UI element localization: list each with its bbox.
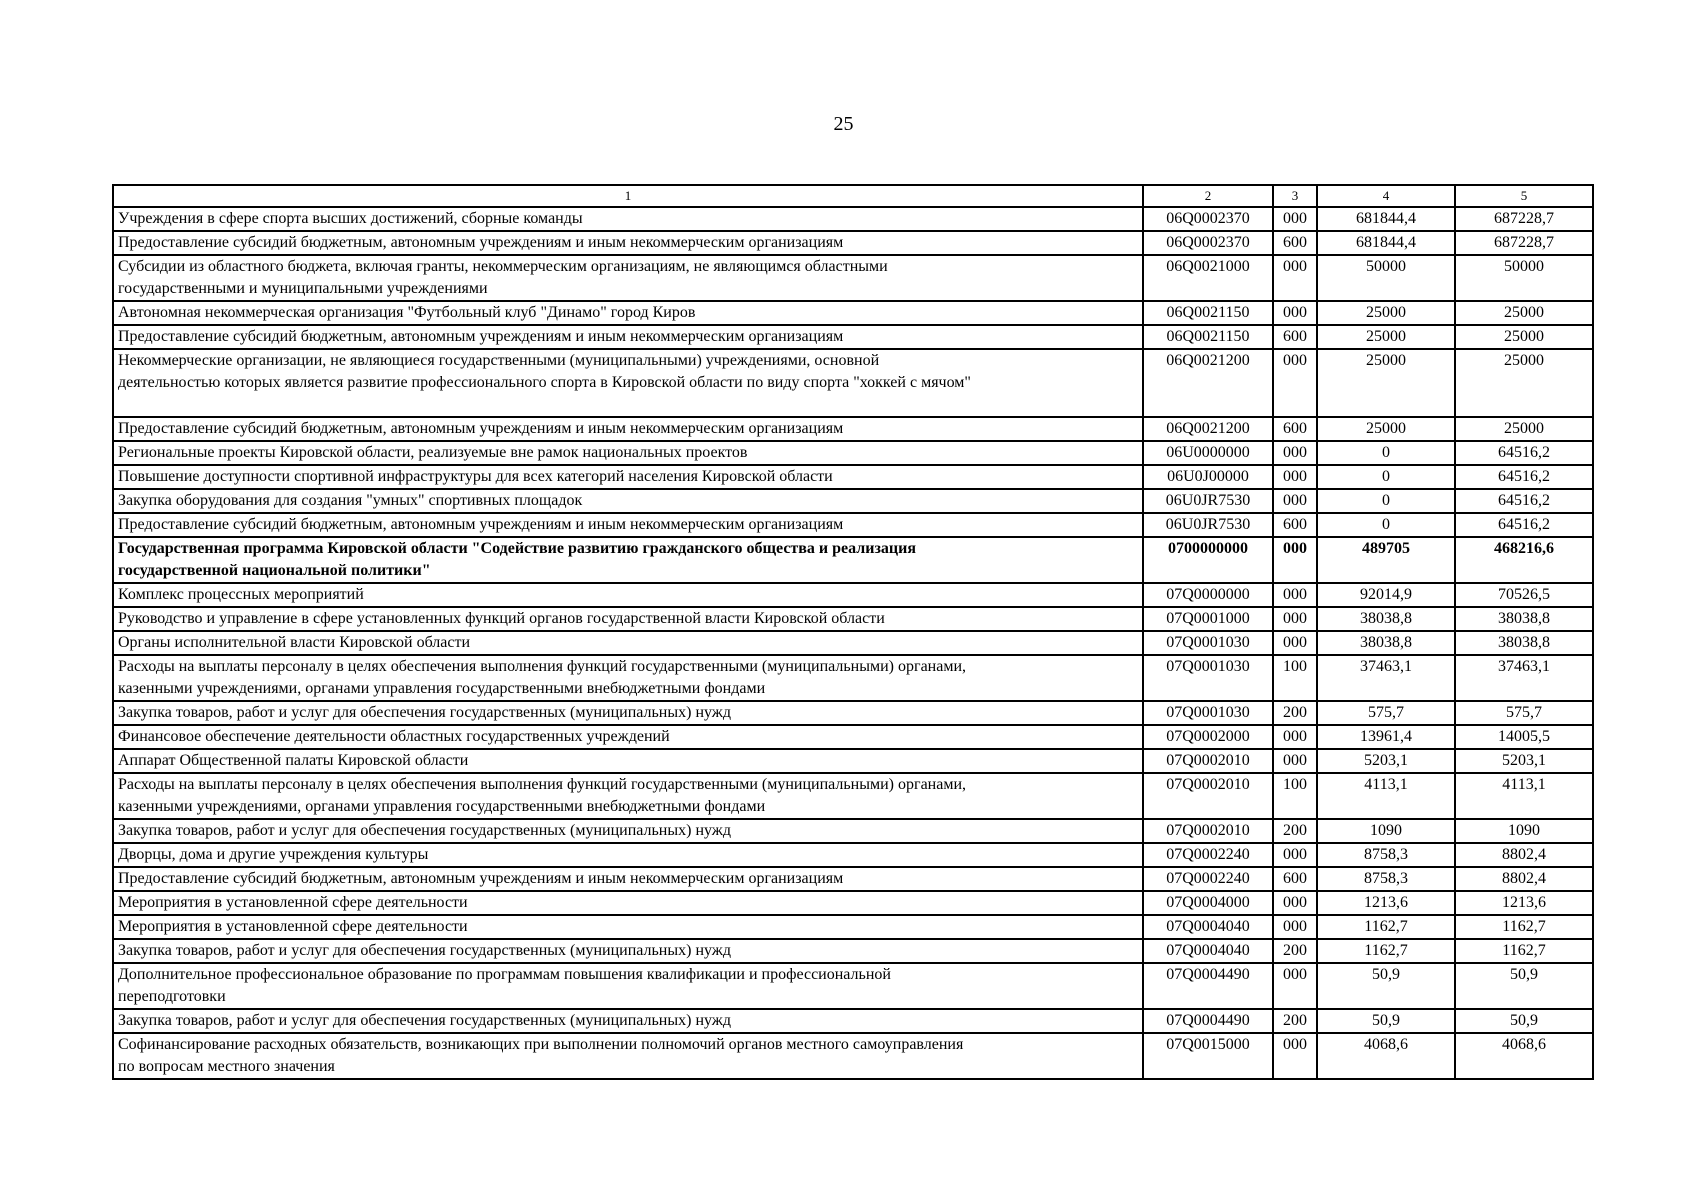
row-value-2025-cell: 50,9 — [1455, 963, 1593, 1009]
row-code-cell: 07Q0000000 — [1143, 583, 1273, 607]
row-name-cell: Органы исполнительной власти Кировской области — [113, 631, 1143, 655]
row-value-2024-cell: 92014,9 — [1317, 583, 1455, 607]
page-number: 25 — [833, 113, 854, 135]
table-row — [113, 963, 1593, 1009]
row-name-cell: Расходы на выплаты персоналу в целях обеспечения выполнения функций государственными (муниципальными) органами, казенными учреждениями, органами управления государственными внебюджетными фондами — [113, 655, 1143, 701]
row-value-2024-cell: 50,9 — [1317, 1009, 1455, 1033]
row-value-2024-cell: 0 — [1317, 513, 1455, 537]
row-value-2024-cell: 8758,3 — [1317, 867, 1455, 891]
row-value-2024-cell: 50,9 — [1317, 963, 1455, 1009]
row-code-cell: 07Q0001030 — [1143, 655, 1273, 701]
row-name-cell: Мероприятия в установленной сфере деятельности — [113, 915, 1143, 939]
row-value-2024-cell: 8758,3 — [1317, 843, 1455, 867]
row-code-cell: 07Q0002010 — [1143, 819, 1273, 843]
row-value-2025-cell: 1162,7 — [1455, 915, 1593, 939]
row-value-2024-cell: 25000 — [1317, 349, 1455, 417]
row-value-2024-cell: 37463,1 — [1317, 655, 1455, 701]
row-name-cell: Дополнительное профессиональное образование по программам повышения квалификации и профессиональной переподготовки — [113, 963, 1143, 1009]
row-value-2025-cell: 64516,2 — [1455, 513, 1593, 537]
row-code-cell: 06Q0021000 — [1143, 255, 1273, 301]
table-row — [113, 325, 1593, 349]
row-code-cell: 07Q0001030 — [1143, 631, 1273, 655]
row-code-cell: 07Q0001030 — [1143, 701, 1273, 725]
row-name-cell: Предоставление субсидий бюджетным, автономным учреждениям и иным некоммерческим организациям — [113, 867, 1143, 891]
row-name-cell: Субсидии из областного бюджета, включая гранты, некоммерческим организациям, не являющимся областными государственными и муниципальными учреждениями — [113, 255, 1143, 301]
table-row — [113, 231, 1593, 255]
row-code-cell: 07Q0004000 — [1143, 891, 1273, 915]
row-name-cell: Предоставление субсидий бюджетным, автономным учреждениям и иным некоммерческим организациям — [113, 325, 1143, 349]
row-code-cell: 07Q0002010 — [1143, 773, 1273, 819]
row-type-cell: 600 — [1273, 325, 1317, 349]
row-name-cell: Закупка оборудования для создания "умных" спортивных площадок — [113, 489, 1143, 513]
table-row — [113, 513, 1593, 537]
header-col-4: 4 — [1317, 185, 1455, 207]
row-value-2025-cell: 25000 — [1455, 349, 1593, 417]
row-type-cell: 600 — [1273, 417, 1317, 441]
row-name-cell: Автономная некоммерческая организация "Футбольный клуб "Динамо" город Киров — [113, 301, 1143, 325]
row-value-2024-cell: 4068,6 — [1317, 1033, 1455, 1079]
table-row — [113, 537, 1593, 583]
row-type-cell: 200 — [1273, 1009, 1317, 1033]
row-value-2025-cell: 25000 — [1455, 417, 1593, 441]
row-code-cell: 06U0000000 — [1143, 441, 1273, 465]
row-value-2025-cell: 14005,5 — [1455, 725, 1593, 749]
row-type-cell: 000 — [1273, 631, 1317, 655]
row-type-cell: 000 — [1273, 607, 1317, 631]
row-name-cell: Закупка товаров, работ и услуг для обеспечения государственных (муниципальных) нужд — [113, 819, 1143, 843]
row-name-cell: Финансовое обеспечение деятельности областных государственных учреждений — [113, 725, 1143, 749]
row-name-cell: Предоставление субсидий бюджетным, автономным учреждениям и иным некоммерческим организациям — [113, 513, 1143, 537]
row-type-cell: 000 — [1273, 301, 1317, 325]
row-value-2024-cell: 5203,1 — [1317, 749, 1455, 773]
row-code-cell: 07Q0004040 — [1143, 939, 1273, 963]
row-value-2025-cell: 64516,2 — [1455, 489, 1593, 513]
row-code-cell: 06Q0021150 — [1143, 301, 1273, 325]
row-value-2024-cell: 0 — [1317, 489, 1455, 513]
table-row — [113, 441, 1593, 465]
table-row — [113, 465, 1593, 489]
table-row — [113, 843, 1593, 867]
row-code-cell: 07Q0004040 — [1143, 915, 1273, 939]
row-type-cell: 000 — [1273, 489, 1317, 513]
row-type-cell: 200 — [1273, 819, 1317, 843]
row-value-2024-cell: 0 — [1317, 465, 1455, 489]
row-type-cell: 100 — [1273, 655, 1317, 701]
row-value-2025-cell: 50,9 — [1455, 1009, 1593, 1033]
row-type-cell: 000 — [1273, 749, 1317, 773]
table-row — [113, 939, 1593, 963]
row-type-cell: 000 — [1273, 583, 1317, 607]
row-value-2025-cell: 70526,5 — [1455, 583, 1593, 607]
row-value-2025-cell: 575,7 — [1455, 701, 1593, 725]
budget-table-body — [113, 185, 1593, 1079]
row-code-cell: 07Q0002000 — [1143, 725, 1273, 749]
table-row — [113, 655, 1593, 701]
row-type-cell: 000 — [1273, 349, 1317, 417]
row-type-cell: 000 — [1273, 915, 1317, 939]
table-row — [113, 1033, 1593, 1079]
row-value-2024-cell: 681844,4 — [1317, 231, 1455, 255]
row-value-2025-cell: 1162,7 — [1455, 939, 1593, 963]
row-code-cell: 06Q0002370 — [1143, 207, 1273, 231]
row-type-cell: 000 — [1273, 537, 1317, 583]
row-code-cell: 07Q0001000 — [1143, 607, 1273, 631]
row-code-cell: 07Q0004490 — [1143, 1009, 1273, 1033]
row-code-cell: 06U0JR7530 — [1143, 489, 1273, 513]
row-code-cell: 06Q0021150 — [1143, 325, 1273, 349]
row-type-cell: 000 — [1273, 843, 1317, 867]
row-code-cell: 07Q0004490 — [1143, 963, 1273, 1009]
row-type-cell: 000 — [1273, 963, 1317, 1009]
header-col-2: 2 — [1143, 185, 1273, 207]
row-value-2025-cell: 8802,4 — [1455, 867, 1593, 891]
row-value-2024-cell: 681844,4 — [1317, 207, 1455, 231]
row-code-cell: 07Q0002240 — [1143, 867, 1273, 891]
row-type-cell: 000 — [1273, 465, 1317, 489]
row-value-2025-cell: 1213,6 — [1455, 891, 1593, 915]
row-name-cell: Софинансирование расходных обязательств, возникающих при выполнении полномочий органов местного самоуправления по вопросам местного значения — [113, 1033, 1143, 1079]
row-value-2025-cell: 25000 — [1455, 301, 1593, 325]
row-value-2025-cell: 50000 — [1455, 255, 1593, 301]
table-row — [113, 207, 1593, 231]
table-row — [113, 915, 1593, 939]
row-value-2025-cell: 687228,7 — [1455, 207, 1593, 231]
row-name-cell: Комплекс процессных мероприятий — [113, 583, 1143, 607]
row-code-cell: 06Q0021200 — [1143, 417, 1273, 441]
table-row — [113, 725, 1593, 749]
row-type-cell: 000 — [1273, 891, 1317, 915]
table-row — [113, 417, 1593, 441]
row-code-cell: 0700000000 — [1143, 537, 1273, 583]
row-name-cell: Учреждения в сфере спорта высших достижений, сборные команды — [113, 207, 1143, 231]
row-name-cell: Повышение доступности спортивной инфраструктуры для всех категорий населения Кировской области — [113, 465, 1143, 489]
row-value-2024-cell: 50000 — [1317, 255, 1455, 301]
row-value-2024-cell: 1213,6 — [1317, 891, 1455, 915]
table-row — [113, 819, 1593, 843]
row-value-2024-cell: 0 — [1317, 441, 1455, 465]
row-name-cell: Закупка товаров, работ и услуг для обеспечения государственных (муниципальных) нужд — [113, 701, 1143, 725]
row-value-2025-cell: 64516,2 — [1455, 465, 1593, 489]
row-type-cell: 600 — [1273, 867, 1317, 891]
row-type-cell: 100 — [1273, 773, 1317, 819]
table-row — [113, 583, 1593, 607]
row-value-2025-cell: 687228,7 — [1455, 231, 1593, 255]
table-row — [113, 1009, 1593, 1033]
row-code-cell: 06Q0002370 — [1143, 231, 1273, 255]
row-value-2024-cell: 25000 — [1317, 301, 1455, 325]
header-col-3: 3 — [1273, 185, 1317, 207]
table-row — [113, 255, 1593, 301]
row-value-2024-cell: 38038,8 — [1317, 631, 1455, 655]
row-name-cell: Некоммерческие организации, не являющиеся государственными (муниципальными) учреждениями, основной деятельностью которых является развитие профессионального спорта в Кировской области по виду спорта "хоккей с мячом" — [113, 349, 1143, 417]
row-name-cell: Расходы на выплаты персоналу в целях обеспечения выполнения функций государственными (муниципальными) органами, казенными учреждениями, органами управления государственными внебюджетными фондами — [113, 773, 1143, 819]
row-code-cell: 06U0J00000 — [1143, 465, 1273, 489]
row-value-2024-cell: 1090 — [1317, 819, 1455, 843]
row-value-2025-cell: 4113,1 — [1455, 773, 1593, 819]
row-type-cell: 200 — [1273, 939, 1317, 963]
row-type-cell: 000 — [1273, 441, 1317, 465]
table-row — [113, 749, 1593, 773]
row-code-cell: 07Q0002240 — [1143, 843, 1273, 867]
row-value-2025-cell: 64516,2 — [1455, 441, 1593, 465]
table-row — [113, 489, 1593, 513]
table-row — [113, 301, 1593, 325]
table-row — [113, 867, 1593, 891]
row-value-2025-cell: 25000 — [1455, 325, 1593, 349]
row-value-2024-cell: 13961,4 — [1317, 725, 1455, 749]
row-name-cell: Государственная программа Кировской области "Содействие развитию гражданского общества и реализация государственной национальной политики" — [113, 537, 1143, 583]
row-name-cell: Закупка товаров, работ и услуг для обеспечения государственных (муниципальных) нужд — [113, 1009, 1143, 1033]
row-value-2024-cell: 1162,7 — [1317, 939, 1455, 963]
row-name-cell: Руководство и управление в сфере установленных функций органов государственной власти Кировской области — [113, 607, 1143, 631]
row-type-cell: 600 — [1273, 231, 1317, 255]
row-value-2024-cell: 25000 — [1317, 417, 1455, 441]
row-value-2024-cell: 4113,1 — [1317, 773, 1455, 819]
row-value-2024-cell: 25000 — [1317, 325, 1455, 349]
row-code-cell: 06Q0021200 — [1143, 349, 1273, 417]
row-value-2024-cell: 1162,7 — [1317, 915, 1455, 939]
row-value-2024-cell: 38038,8 — [1317, 607, 1455, 631]
budget-table — [112, 184, 1594, 1080]
row-value-2025-cell: 4068,6 — [1455, 1033, 1593, 1079]
header-col-5: 5 — [1455, 185, 1593, 207]
table-row — [113, 631, 1593, 655]
row-value-2025-cell: 38038,8 — [1455, 631, 1593, 655]
row-name-cell: Аппарат Общественной палаты Кировской области — [113, 749, 1143, 773]
row-code-cell: 07Q0002010 — [1143, 749, 1273, 773]
table-row — [113, 607, 1593, 631]
row-value-2025-cell: 8802,4 — [1455, 843, 1593, 867]
row-value-2025-cell: 468216,6 — [1455, 537, 1593, 583]
row-type-cell: 000 — [1273, 255, 1317, 301]
row-value-2025-cell: 38038,8 — [1455, 607, 1593, 631]
table-row — [113, 701, 1593, 725]
row-type-cell: 000 — [1273, 207, 1317, 231]
row-type-cell: 000 — [1273, 725, 1317, 749]
row-type-cell: 000 — [1273, 1033, 1317, 1079]
row-code-cell: 06U0JR7530 — [1143, 513, 1273, 537]
row-name-cell: Предоставление субсидий бюджетным, автономным учреждениям и иным некоммерческим организациям — [113, 231, 1143, 255]
row-name-cell: Закупка товаров, работ и услуг для обеспечения государственных (муниципальных) нужд — [113, 939, 1143, 963]
table-row — [113, 773, 1593, 819]
row-name-cell: Предоставление субсидий бюджетным, автономным учреждениям и иным некоммерческим организациям — [113, 417, 1143, 441]
row-value-2024-cell: 575,7 — [1317, 701, 1455, 725]
row-value-2025-cell: 5203,1 — [1455, 749, 1593, 773]
table-row — [113, 349, 1593, 417]
header-col-1: 1 — [113, 185, 1143, 207]
row-value-2025-cell: 37463,1 — [1455, 655, 1593, 701]
row-value-2025-cell: 1090 — [1455, 819, 1593, 843]
row-type-cell: 200 — [1273, 701, 1317, 725]
row-type-cell: 600 — [1273, 513, 1317, 537]
row-name-cell: Дворцы, дома и другие учреждения культуры — [113, 843, 1143, 867]
row-name-cell: Мероприятия в установленной сфере деятельности — [113, 891, 1143, 915]
row-code-cell: 07Q0015000 — [1143, 1033, 1273, 1079]
table-header-row — [113, 185, 1593, 207]
row-value-2024-cell: 489705 — [1317, 537, 1455, 583]
table-row — [113, 891, 1593, 915]
row-name-cell: Региональные проекты Кировской области, реализуемые вне рамок национальных проектов — [113, 441, 1143, 465]
